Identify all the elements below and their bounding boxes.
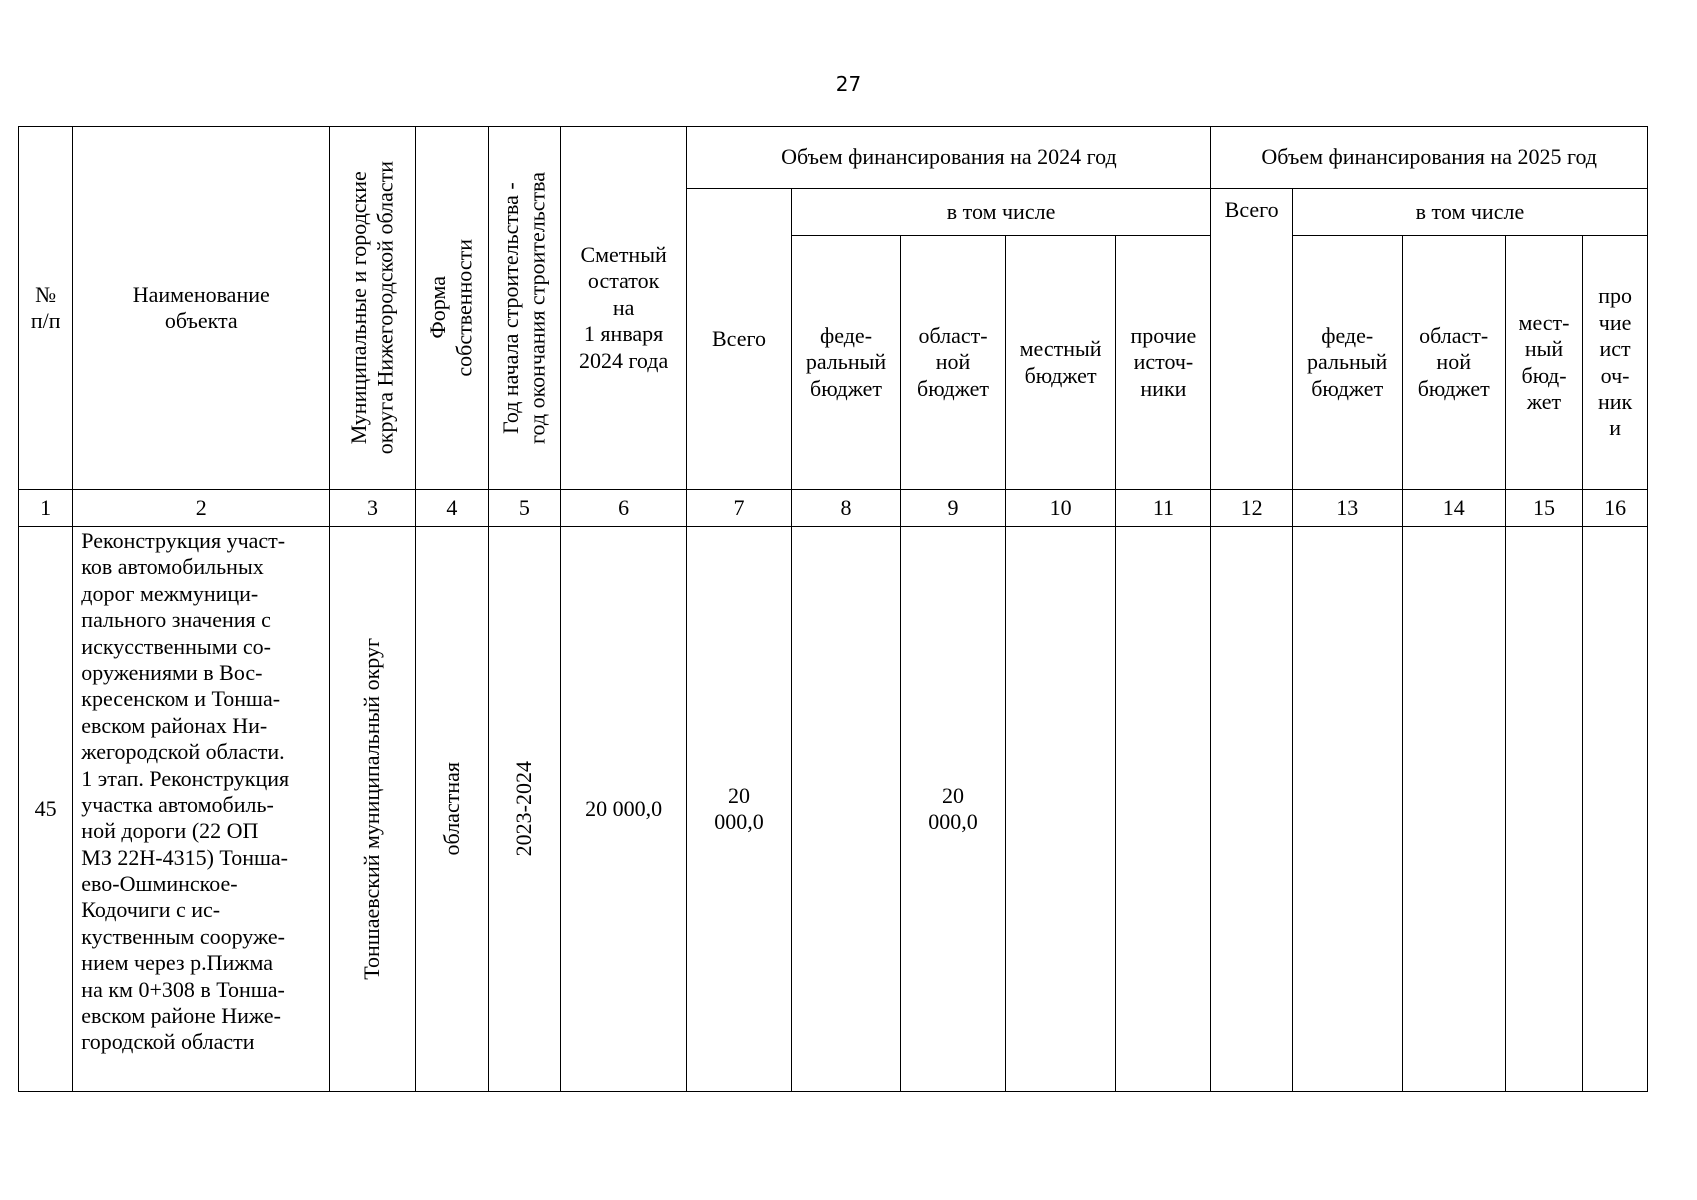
row-federal-2024	[791, 527, 901, 1092]
header-regional-2024: област- ной бюджет	[901, 236, 1005, 490]
header-municipality	[330, 127, 416, 490]
header-total-2025: Всего	[1211, 189, 1292, 490]
header-local-2025: мест- ный бюд- жет	[1505, 236, 1582, 490]
row-other-2024	[1116, 527, 1211, 1092]
column-number: 4	[415, 490, 488, 527]
header-other-2025: про чие ист оч- ник и	[1583, 236, 1648, 490]
row-regional-2025	[1402, 527, 1505, 1092]
row-federal-2025	[1292, 527, 1402, 1092]
header-total-2024: Всего	[687, 189, 791, 490]
header-municipality-text: Муниципальные и городские округа Нижегородской области	[346, 161, 398, 455]
header-including-2024: в том числе	[791, 189, 1211, 236]
row-years	[488, 527, 560, 1092]
column-number: 12	[1211, 490, 1292, 527]
row-ownership	[415, 527, 488, 1092]
column-number: 14	[1402, 490, 1505, 527]
column-number: 7	[687, 490, 791, 527]
row-municipality	[330, 527, 416, 1092]
header-ownership-text: Форма собственности	[425, 239, 477, 377]
table-row	[19, 527, 1648, 1092]
header-years-text: Год начала строительства - год окончания строительства	[498, 172, 550, 444]
header-group-2024: Объем финансирования на 2024 год	[687, 127, 1211, 189]
row-years-text: 2023-2024	[511, 761, 537, 857]
header-name: Наименование объекта	[73, 127, 330, 490]
row-regional-2024: 20 000,0	[901, 527, 1005, 1092]
column-number: 15	[1505, 490, 1582, 527]
header-federal-2024: феде- ральный бюджет	[791, 236, 901, 490]
column-number: 3	[330, 490, 416, 527]
page-number: 27	[835, 72, 862, 96]
row-local-2025	[1505, 527, 1582, 1092]
row-municipality-text: Тоншаевский муниципальный округ	[359, 638, 385, 980]
column-number: 6	[560, 490, 686, 527]
column-number: 2	[73, 490, 330, 527]
column-number: 13	[1292, 490, 1402, 527]
row-estimate: 20 000,0	[560, 527, 686, 1092]
header-years	[488, 127, 560, 490]
column-number: 10	[1005, 490, 1116, 527]
column-number: 8	[791, 490, 901, 527]
header-including-2025: в том числе	[1292, 189, 1647, 236]
header-regional-2025: област- ной бюджет	[1402, 236, 1505, 490]
row-local-2024	[1005, 527, 1116, 1092]
column-number: 5	[488, 490, 560, 527]
header-other-2024: прочие источ- ники	[1116, 236, 1211, 490]
column-number: 11	[1116, 490, 1211, 527]
row-ownership-text: областная	[438, 762, 464, 856]
header-federal-2025: феде- ральный бюджет	[1292, 236, 1402, 490]
header-ownership	[415, 127, 488, 490]
column-number: 9	[901, 490, 1005, 527]
header-local-2024: местный бюджет	[1005, 236, 1116, 490]
header-no: № п/п	[19, 127, 73, 490]
financing-table	[18, 126, 1648, 1092]
column-number: 16	[1583, 490, 1648, 527]
header-group-2025: Объем финансирования на 2025 год	[1211, 127, 1648, 189]
column-number: 1	[19, 490, 73, 527]
row-total-2024: 20 000,0	[687, 527, 791, 1092]
row-no: 45	[19, 527, 73, 1092]
row-total-2025	[1211, 527, 1292, 1092]
row-other-2025	[1583, 527, 1648, 1092]
header-estimate: Сметный остаток на 1 января 2024 года	[560, 127, 686, 490]
row-object-name: Реконструкция участ- ков автомобильных дорог межмуници- пального значения с искусственными со- оружениями в Вос- кресенском и Тонша- евском районах Ни- жегородской области. 1 этап. Реконструкция участка автомобиль- ной дороги (22 ОП МЗ 22Н-4315) Тонша- ево-Ошминское- Кодочиги с ис- куственным сооруже- нием через р.Пижма на км 0+308 в Тонша- евском районе Ниже- городской области	[73, 527, 330, 1092]
column-numbers-row	[19, 490, 1648, 527]
